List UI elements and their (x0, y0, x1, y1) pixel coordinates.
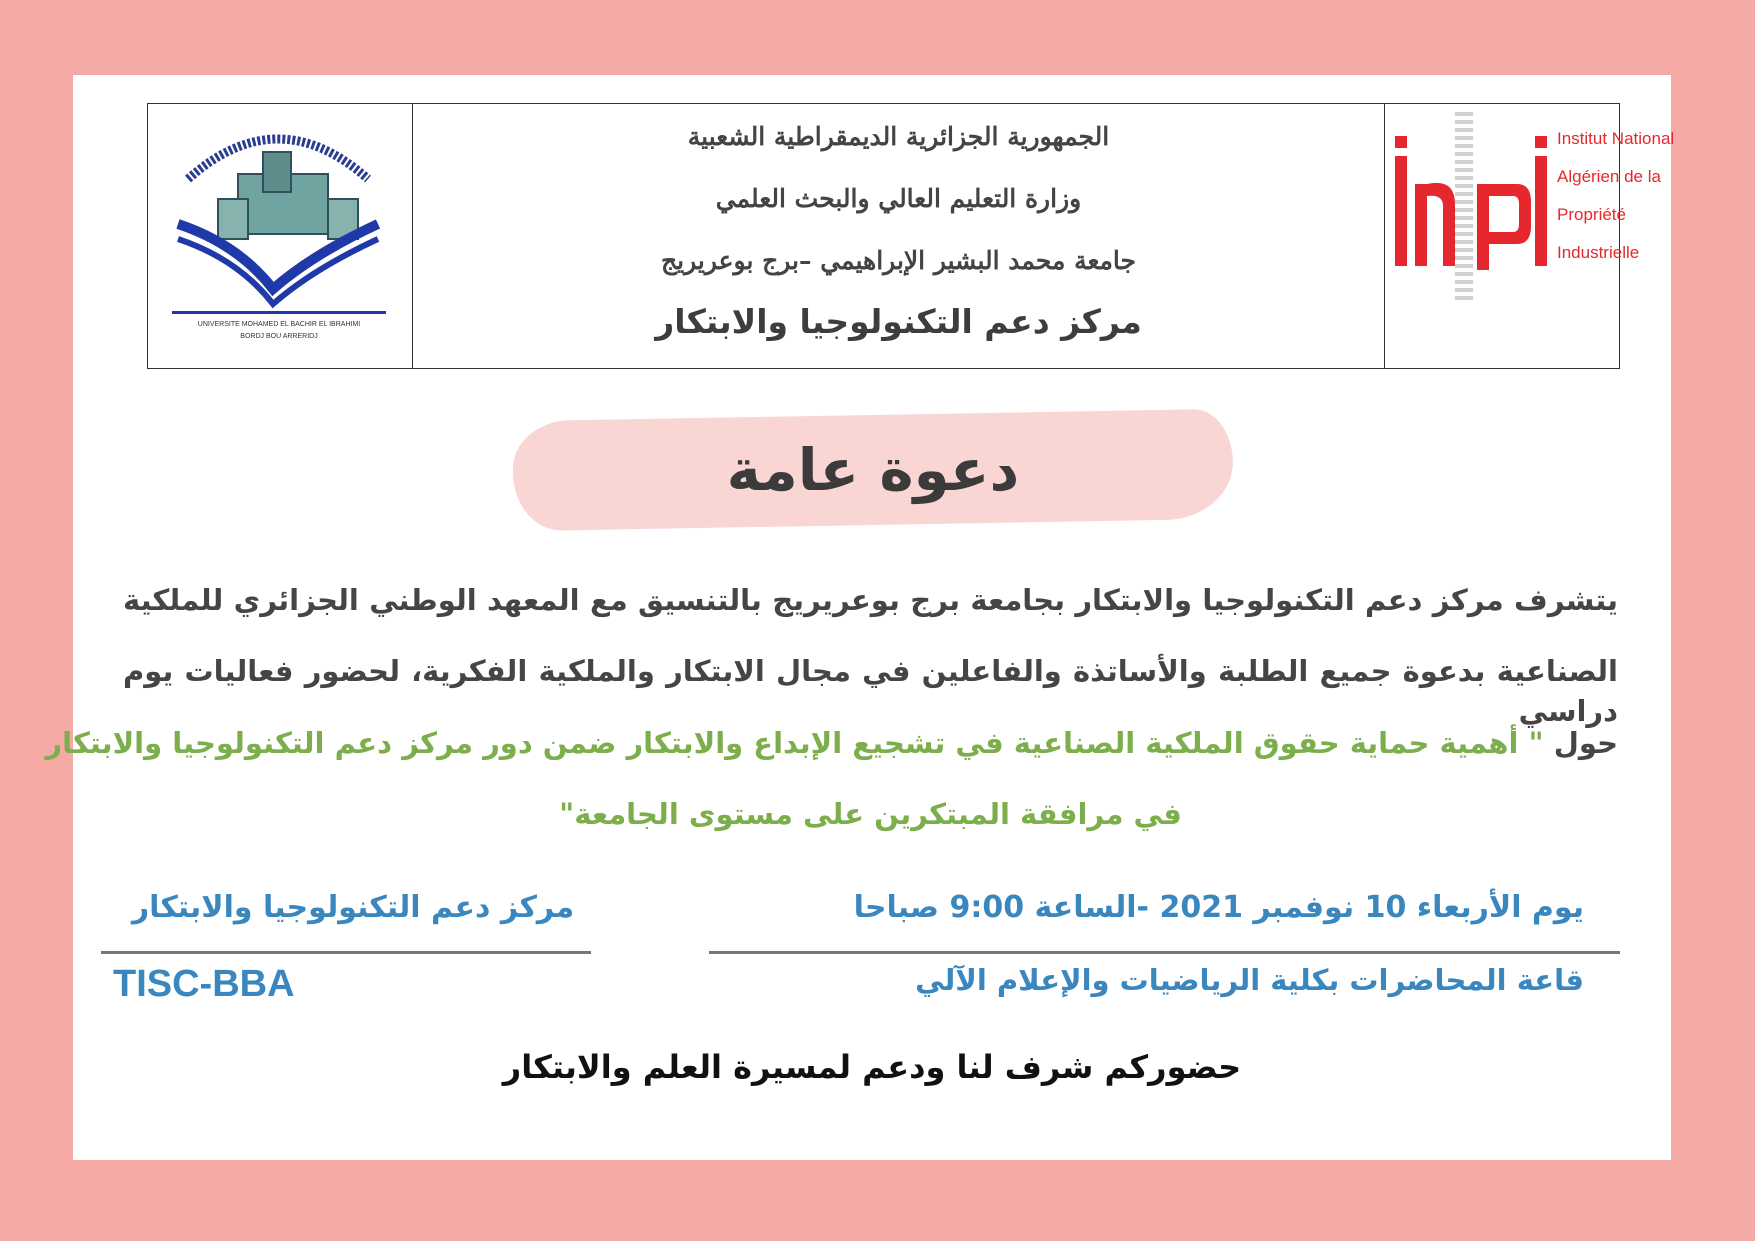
invitation-title: دعوة عامة (726, 436, 1020, 504)
date-underline (709, 951, 1620, 954)
study-day-topic-1: " أهمية حماية حقوق الملكية الصناعية في تشجيع الإبداع والابتكار ضمن دور مركز دعم التكنولوجيا والابتكار (45, 726, 1544, 760)
event-venue: قاعة المحاضرات بكلية الرياضيات والإعلام الآلي (915, 963, 1584, 997)
body-line-3 (45, 723, 1618, 763)
inapi-text-2: Algérien de la (1557, 167, 1661, 186)
study-day-topic-2: في مرافقة المبتكرين على مستوى الجامعة" (559, 797, 1182, 831)
organizer-name: مركز دعم التكنولوجيا والابتكار (131, 890, 575, 925)
header-text-cell (413, 104, 1385, 368)
body-line-3-prefix: حول (1553, 726, 1618, 760)
inapi-text-3: Propriété (1557, 205, 1626, 224)
closing-statement: حضوركم شرف لنا ودعم لمسيرة العلم والابتكار (502, 1048, 1242, 1086)
university-logo (148, 104, 410, 368)
organizer-code: TISC-BBA (113, 963, 295, 1005)
body-line-2: الصناعية بدعوة جميع الطلبة والأساتذة والفاعلين في مجال الابتكار والملكية الفكرية، لحضور فعاليات يوم دراسي (123, 654, 1618, 728)
univ-logo-caption-2: BORDJ BOU ARRERIDJ (240, 333, 318, 340)
event-date-time: يوم الأربعاء 10 نوفمبر 2021 -الساعة 9:00 صباحا (853, 890, 1584, 925)
univ-logo-caption-1: UNIVERSITE MOHAMED EL BACHIR EL IBRAHIMI (197, 321, 361, 328)
header-table (147, 103, 1675, 369)
inapi-logo-cell (1385, 104, 1675, 368)
center-name: مركز دعم التكنولوجيا والابتكار (655, 302, 1142, 341)
body-line-1: يتشرف مركز دعم التكنولوجيا والابتكار بجامعة برج بوعريريج بالتنسيق مع المعهد الوطني الجزائري للملكية (123, 583, 1618, 617)
organizer-underline (101, 951, 591, 954)
university-logo-cell (148, 104, 413, 368)
ministry-name: وزارة التعليم العالي والبحث العلمي (715, 184, 1082, 213)
republic-name: الجمهورية الجزائرية الديمقراطية الشعبية (687, 122, 1110, 151)
invitation-page (45, 75, 1675, 1160)
inapi-logo (1385, 104, 1675, 368)
university-name: جامعة محمد البشير الإبراهيمي –برج بوعريريج (660, 246, 1137, 275)
inapi-text-4: Industrielle (1557, 243, 1640, 262)
inapi-text-1: Institut National (1557, 129, 1675, 148)
